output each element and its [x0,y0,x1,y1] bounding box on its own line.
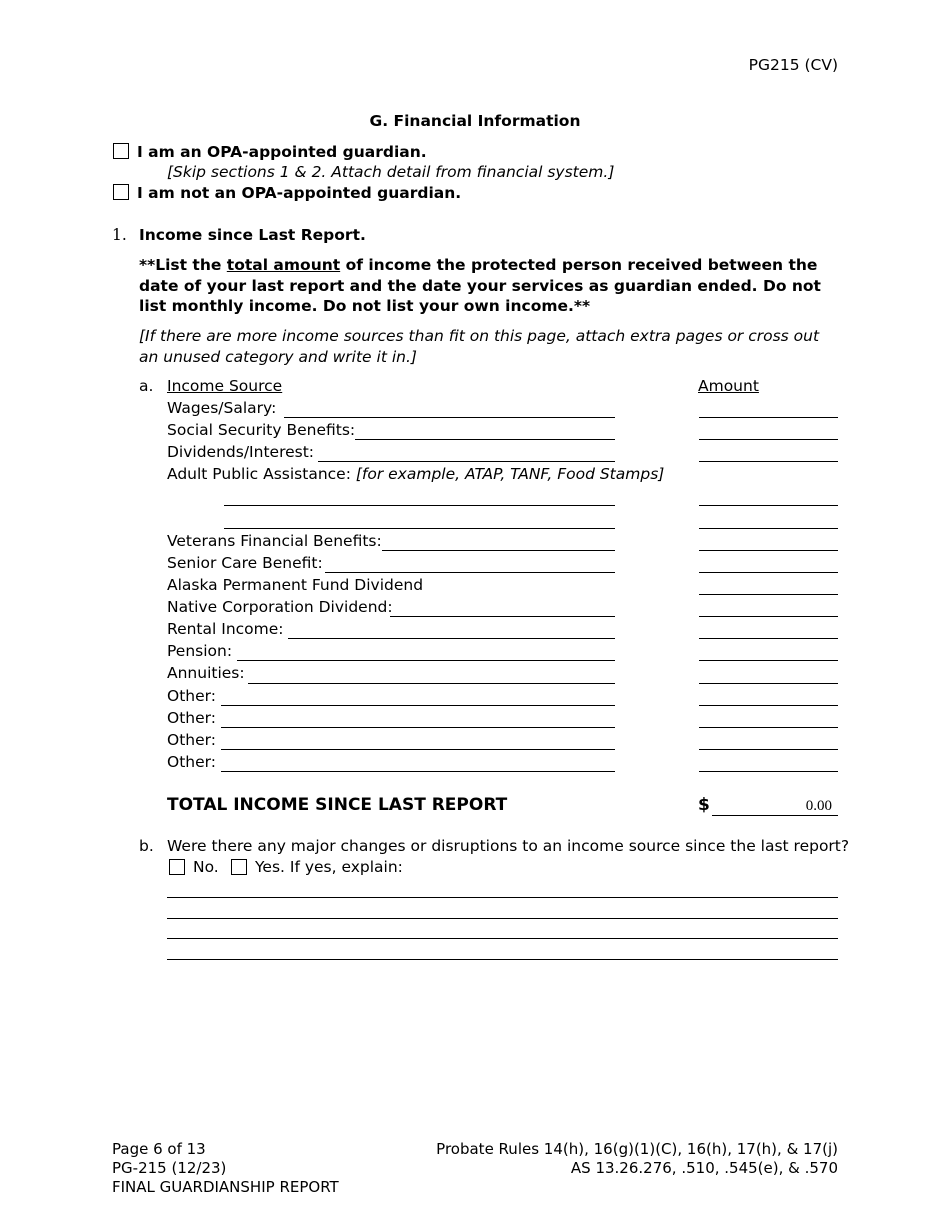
section-title: G. Financial Information [369,112,581,130]
other-source-field-3[interactable] [221,749,615,750]
other-label-2: Other: [167,709,216,727]
other-label-3: Other: [167,731,216,749]
public-assistance-amount-field-2[interactable] [699,528,838,529]
pension-amount-field[interactable] [699,660,838,661]
dividends-source-field[interactable] [318,461,615,462]
explain-line-4[interactable] [167,959,838,960]
public-assistance-example: [for example, ATAP, TANF, Food Stamps] [355,465,665,483]
pfd-amount-field[interactable] [699,594,838,595]
wages-source-field[interactable] [284,417,615,418]
public-assistance-source-field-2[interactable] [224,528,615,529]
annuities-label: Annuities: [167,664,245,682]
rental-amount-field[interactable] [699,638,838,639]
total-currency-symbol: $ [698,795,710,815]
total-income-label: TOTAL INCOME SINCE LAST REPORT [167,795,508,815]
extra-pages-note: [If there are more income sources than fit on this page, attach extra pages or cross out an unused category and write it in.] [139,327,820,366]
item-letter-a: a. [139,377,154,395]
changes-question: Were there any major changes or disruptions to an income source since the last report? [167,837,850,855]
opa-not-appointed-checkbox[interactable] [113,184,129,200]
public-assistance-label [167,467,664,483]
wages-label: Wages/Salary: [167,399,277,417]
pension-label: Pension: [167,642,233,660]
item-letter-b: b. [139,837,154,855]
other-amount-field-2[interactable] [699,727,838,728]
rental-label: Rental Income: [167,620,284,638]
opa-appointed-label: I am an OPA-appointed guardian. [137,143,427,161]
wages-amount-field[interactable] [699,417,838,418]
native-corp-source-field[interactable] [390,616,615,617]
changes-yes-label: Yes. If yes, explain: [255,858,403,876]
social-security-label: Social Security Benefits: [167,421,356,439]
opa-appointed-note: [Skip sections 1 & 2. Attach detail from financial system.] [167,163,615,181]
explain-line-2[interactable] [167,918,838,919]
amount-header: Amount [698,377,759,395]
veterans-source-field[interactable] [382,550,615,551]
native-corp-amount-field[interactable] [699,616,838,617]
social-security-amount-field[interactable] [699,439,838,440]
pension-source-field[interactable] [237,660,615,661]
native-corp-label: Native Corporation Dividend: [167,598,393,616]
section-heading: Income since Last Report. [139,226,366,244]
explain-line-3[interactable] [167,938,838,939]
footer-probate-rules: Probate Rules 14(h), 16(g)(1)(C), 16(h), 17(h), & 17(j) [436,1140,838,1158]
instructions-post: of income the protected person received between the date of your last report and the date your services as guardian ended. Do not list monthly income. Do not list your own income.** [139,256,821,315]
dividends-amount-field[interactable] [699,461,838,462]
other-source-field-1[interactable] [221,705,615,706]
annuities-source-field[interactable] [248,683,615,684]
dividends-label: Dividends/Interest: [167,443,315,461]
annuities-amount-field[interactable] [699,683,838,684]
other-label-1: Other: [167,687,216,705]
veterans-label: Veterans Financial Benefits: [167,532,382,550]
other-source-field-4[interactable] [221,771,615,772]
senior-care-source-field[interactable] [325,572,615,573]
senior-care-amount-field[interactable] [699,572,838,573]
instructions-pre: **List the [139,256,227,274]
rental-source-field[interactable] [288,638,615,639]
senior-care-label: Senior Care Benefit: [167,554,323,572]
changes-no-checkbox[interactable] [169,859,185,875]
footer-page-number: Page 6 of 13 [112,1140,206,1158]
income-source-header: Income Source [167,377,283,395]
social-security-source-field[interactable] [355,439,615,440]
footer-report-name: FINAL GUARDIANSHIP REPORT [112,1178,339,1196]
opa-not-appointed-label: I am not an OPA-appointed guardian. [137,184,462,202]
footer-statutes: AS 13.26.276, .510, .545(e), & .570 [570,1159,838,1177]
footer-form-number: PG-215 (12/23) [112,1159,227,1177]
other-label-4: Other: [167,753,216,771]
opa-appointed-checkbox[interactable] [113,143,129,159]
other-amount-field-3[interactable] [699,749,838,750]
other-source-field-2[interactable] [221,727,615,728]
instructions-underlined: total amount [226,256,341,274]
instructions [139,255,844,317]
explain-line-1[interactable] [167,897,838,898]
changes-no-label: No. [193,858,219,876]
other-amount-field-1[interactable] [699,705,838,706]
other-amount-field-4[interactable] [699,771,838,772]
public-assistance-source-field-1[interactable] [224,505,615,506]
total-income-underline [712,815,838,816]
changes-yes-checkbox[interactable] [231,859,247,875]
section-number: 1. [112,226,127,244]
veterans-amount-field[interactable] [699,550,838,551]
form-code: PG215 (CV) [748,56,838,74]
public-assistance-text: Adult Public Assistance: [167,465,351,483]
public-assistance-amount-field-1[interactable] [699,505,838,506]
pfd-label: Alaska Permanent Fund Dividend [167,576,424,594]
total-income-value[interactable]: 0.00 [805,798,832,814]
